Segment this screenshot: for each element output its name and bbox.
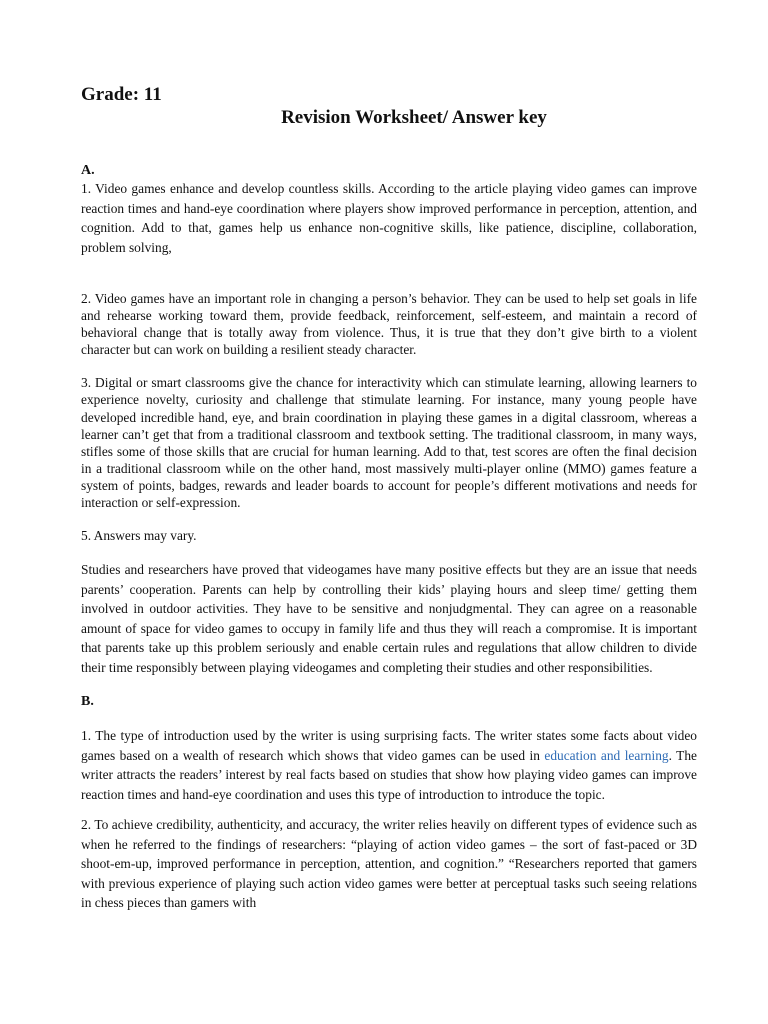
grade-heading: Grade: 11 — [81, 84, 162, 105]
section-b-answer-1 — [81, 726, 697, 804]
education-and-learning-link[interactable]: education and learning — [544, 747, 669, 763]
section-a-label: A. — [81, 163, 95, 178]
section-a-answer-1: 1. Video games enhance and develop countless skills. According to the article playing video games can improve reaction times and hand-eye coordination where players show improved performance in perception, attention, and cognition. Add to that, games help us enhance non-cognitive skills, like patience, discipline, collaboration, problem solving, — [81, 181, 697, 255]
section-b-answer-1-text-start: 1. The type of introduction used by the writer is using surprising facts. The writer states some facts about video games based on a wealth of research which shows that video games can be used in — [81, 728, 697, 763]
section-b-answer-1-text-end: . The writer attracts the readers’ interest by real facts based on studies that show how playing video games can improve reaction times and hand-eye coordination and uses this type of introduction to introduce the topic. — [81, 747, 697, 802]
section-a-answer-2: 2. Video games have an important role in changing a person’s behavior. They can be used to help set goals in life and rehearse working toward them, provide feedback, reinforcement, self-esteem, and maintain a record of behavioral change that is totally away from violence. Thus, it is true that they don’t give birth to a violent character but can work on building a resilient steady character. — [81, 291, 697, 358]
section-a-answer-3: 3. Digital or smart classrooms give the chance for interactivity which can stimulate learning, allowing learners to experience novelty, curiosity and challenge that stimulate learning. For instance, many young people have developed incredible hand, eye, and brain coordination in playing these games in a digital classroom, whereas a learner can’t get that from a traditional classroom and textbook setting. The traditional classroom, in many ways, stifles some of those skills that are crucial for human learning. Add to that, test scores are often the final decision in a traditional classroom while on the other hand, most massively multi-player online (MMO) games feature a system of points, badges, rewards and leader boards to account for people’s different motivations and needs for interaction or self-expression. — [81, 375, 697, 511]
worksheet-title: Revision Worksheet/ Answer key — [281, 107, 547, 128]
worksheet-content — [81, 162, 697, 913]
section-b-answer-2: 2. To achieve credibility, authenticity, and accuracy, the writer relies heavily on different types of evidence such as when he referred to the findings of researchers: “playing of action video games – the sort of fast-paced or 3D shoot-em-up, improved performance in perception, attention, and cognition.” “Researchers reported that gamers with previous experience of playing such action video games were better at perceptual tasks such seeing relations in chess pieces than gamers with — [81, 817, 697, 911]
section-b-label: B. — [81, 694, 94, 710]
section-a-essay: Studies and researchers have proved that videogames have many positive effects but they are an issue that needs parents’ cooperation. Parents can help by controlling their kids’ playing hours and sleep time/ getting them involved in outdoor activities. They have to be sensitive and nonjudgmental. They can agree on a reasonable amount of space for video games to occupy in family life and thus they will reach a compromise. It is important that parents take up this problem seriously and enable certain rules and regulations that allow children to divide their time responsibly between playing videogames and completing their studies and other responsibilities. — [81, 562, 697, 675]
section-a-answer-5: 5. Answers may vary. — [81, 528, 197, 544]
